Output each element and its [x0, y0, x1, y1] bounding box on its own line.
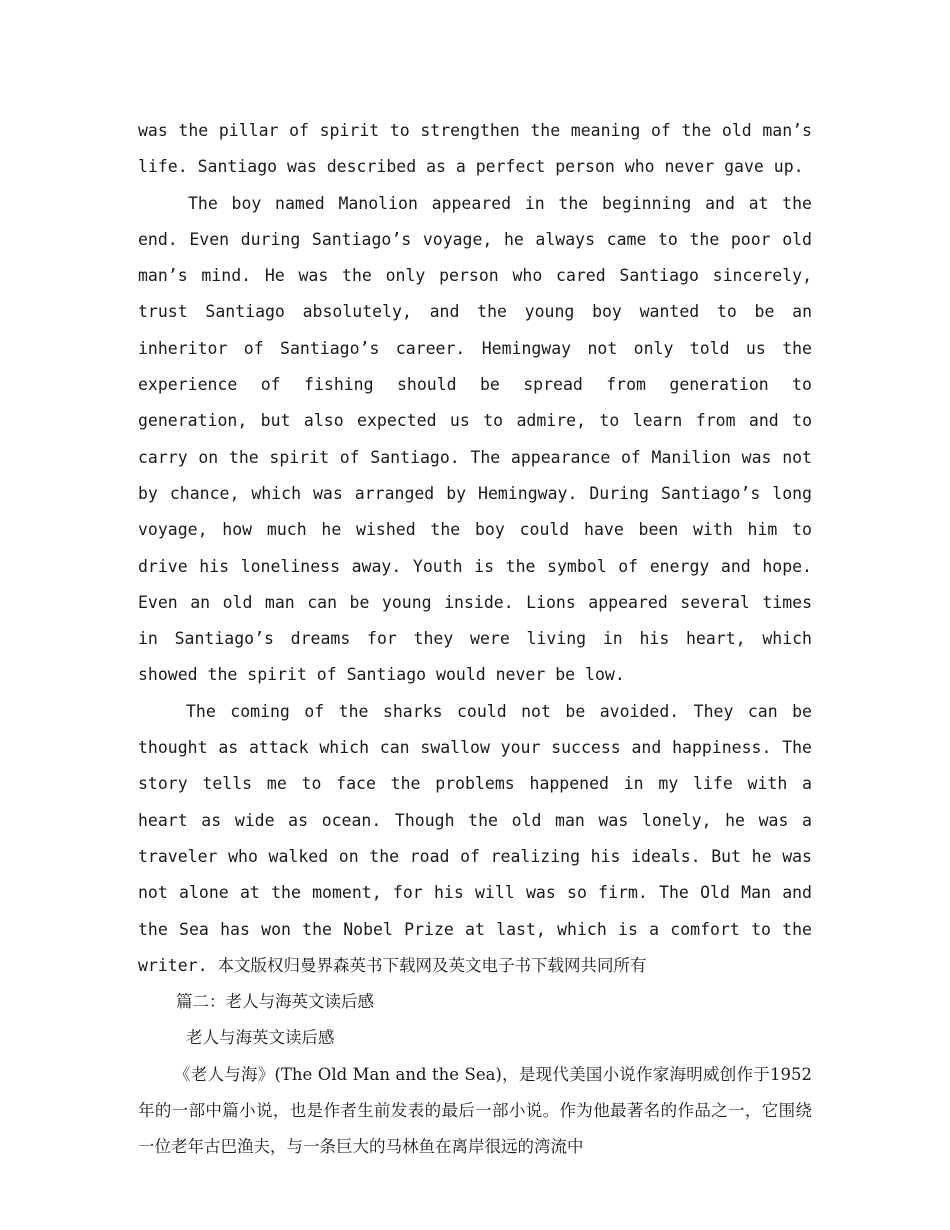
paragraph-3: The coming of the sharks could not be avoided. They can be thought as attack which can swallow your success and happiness. The story tells me to face the problems happened in my life with a heart as wide as ocean. Though the old man was lonely, he was a traveler who walked on the road of realizing his ideals. But he was not alone at the moment, for his will was so firm. The Old Man and the Sea has won the Nobel Prize at last, which is a comfort to the writer. 本文版权归曼界森英书下载网及英文电子书下载网共同所有 [138, 701, 812, 975]
chinese-paragraph: 《老人与海》(The Old Man and the Sea)，是现代美国小说作家海明威创作于1952年的一部中篇小说，也是作者生前发表的最后一部小说。作为他最著名的作品之一，它围绕一位老年古巴渔夫，与一条巨大的马林鱼在离岸很远的湾流中 [138, 1064, 812, 1157]
paragraph-1: was the pillar of spirit to strengthen the meaning of the old man’s life. Santiago was described as a perfect person who never gave up. [138, 121, 812, 177]
section-heading: 篇二：老人与海英文读后感 [176, 992, 374, 1012]
document-body [138, 113, 812, 1166]
sub-heading: 老人与海英文读后感 [186, 1028, 335, 1048]
paragraph-2: The boy named Manolion appeared in the beginning and at the end. Even during Santiago’s voyage, he always came to the poor old man’s mind. He was the only person who cared Santiago sincerely, trust Santiago absolutely, and the young boy wanted to be an inheritor of Santiago’s career. Hemingway not only told us the experience of fishing should be spread from generation to generation, but also expected us to admire, to learn from and to carry on the spirit of Santiago. The appearance of Manilion was not by chance, which was arranged by Hemingway. During Santiago’s long voyage, how much he wished the boy could have been with him to drive his loneliness away. Youth is the symbol of energy and hope. Even an old man can be young inside. Lions appeared several times in Santiago’s dreams for they were living in his heart, which showed the spirit of Santiago would never be low. [138, 193, 812, 685]
